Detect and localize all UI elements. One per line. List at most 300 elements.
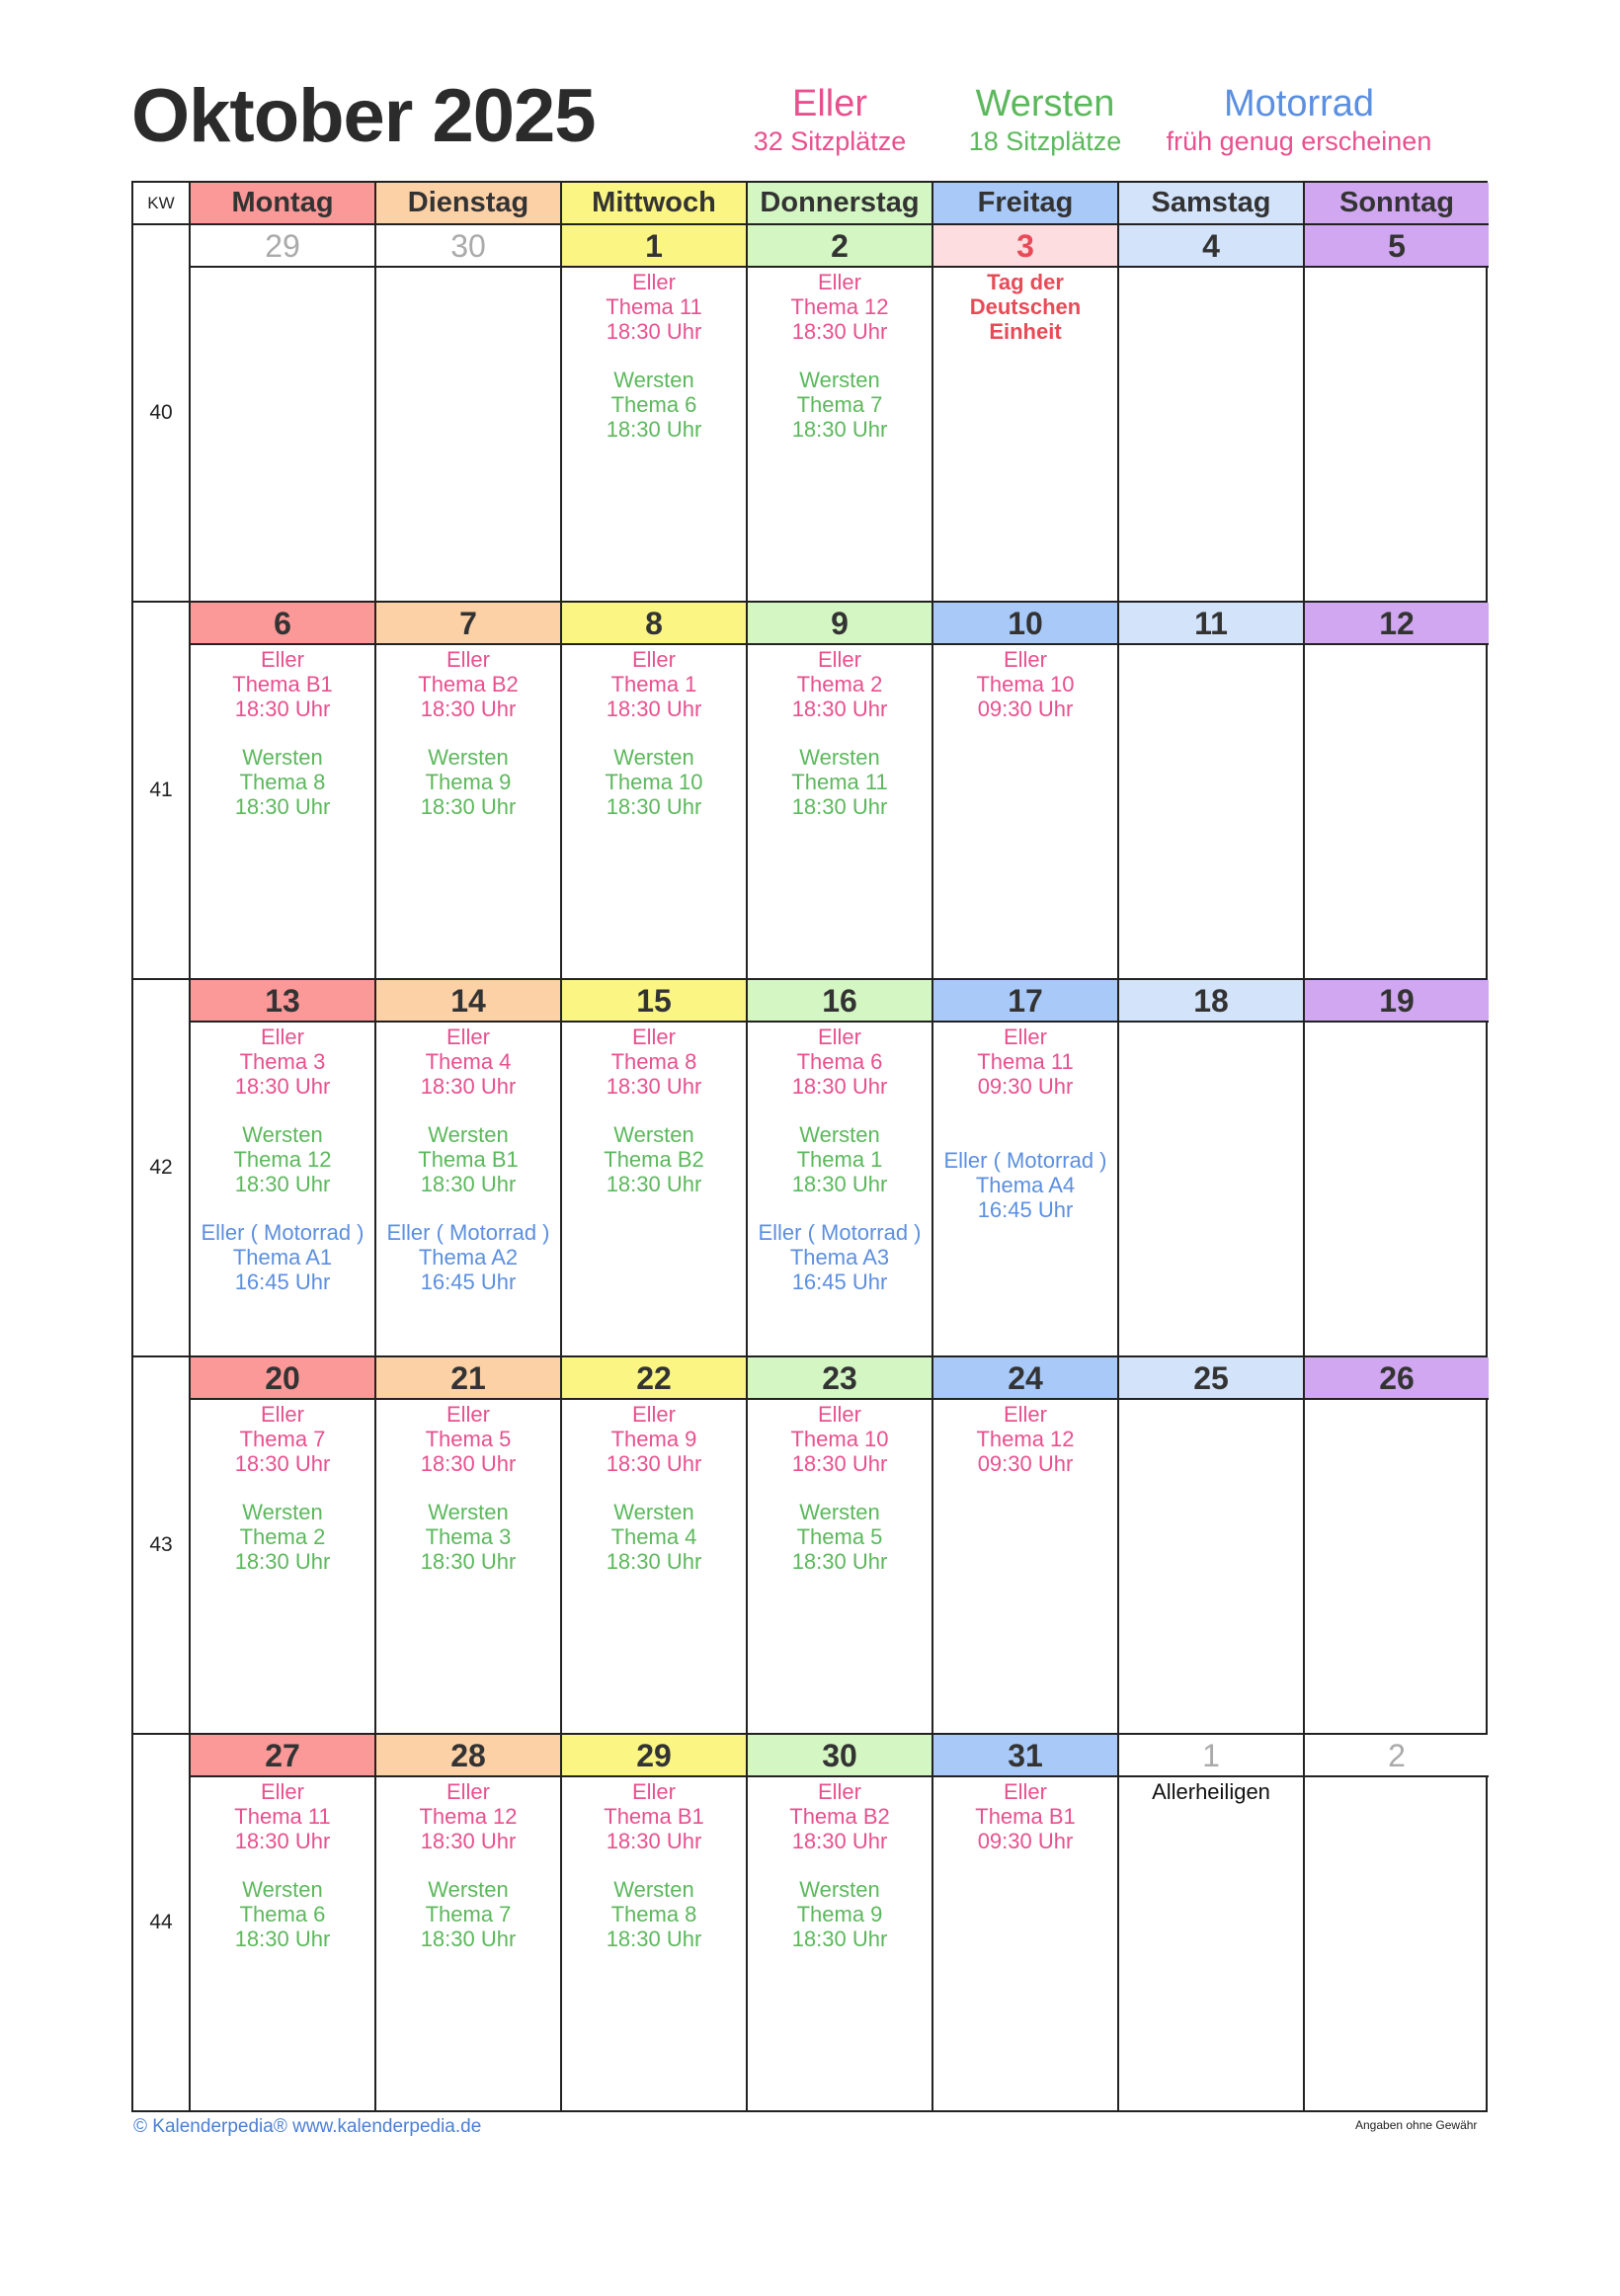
day-cell[interactable]	[1305, 1735, 1489, 2110]
day-cell[interactable]	[191, 1735, 376, 2110]
event-eller	[933, 1025, 1117, 1099]
event-line: Eller	[631, 1779, 676, 1804]
event-line: Thema 12	[976, 1427, 1075, 1451]
day-number: 16	[748, 980, 932, 1023]
event-line: Eller	[631, 647, 676, 672]
event-line: Thema 1	[610, 672, 697, 697]
event-line: Wersten	[613, 368, 694, 392]
day-cell[interactable]	[1119, 225, 1305, 601]
event-line: 16:45 Uhr	[791, 1270, 888, 1294]
event-line: Wersten	[242, 745, 323, 770]
event-eller	[933, 1779, 1117, 1853]
day-cell[interactable]	[1119, 603, 1305, 978]
week-number: 43	[133, 1357, 191, 1733]
event-line: Thema B2	[418, 672, 519, 697]
event-line: 18:30 Uhr	[420, 1829, 517, 1853]
day-cell[interactable]	[933, 1357, 1119, 1733]
event-line: Wersten	[242, 1877, 323, 1902]
event-eller	[376, 1779, 560, 1853]
day-cell[interactable]	[191, 603, 376, 978]
event-line: 16:45 Uhr	[977, 1197, 1074, 1222]
event-line: Wersten	[799, 368, 880, 392]
event-line: Wersten	[799, 1877, 880, 1902]
event-line: Thema B2	[789, 1804, 890, 1829]
event-line: Eller ( Motorrad )	[943, 1148, 1107, 1173]
day-cell[interactable]	[1305, 225, 1489, 601]
day-number: 2	[748, 225, 932, 268]
event-line: 18:30 Uhr	[420, 794, 517, 819]
event-line: 18:30 Uhr	[234, 794, 331, 819]
event-line: 18:30 Uhr	[234, 1829, 331, 1853]
day-entries	[1119, 268, 1303, 270]
event-wersten	[191, 745, 374, 819]
event-line: Wersten	[613, 1877, 694, 1902]
day-cell[interactable]	[562, 603, 748, 978]
day-number: 14	[376, 980, 560, 1023]
day-entries	[933, 645, 1117, 721]
day-entries	[748, 268, 932, 442]
event-line: 18:30 Uhr	[420, 1927, 517, 1951]
legend-wersten-name: Wersten	[975, 83, 1115, 124]
event-line: Wersten	[613, 745, 694, 770]
day-cell[interactable]	[562, 1357, 748, 1733]
day-number: 17	[933, 980, 1117, 1023]
weekday-header: Freitag	[933, 183, 1119, 225]
event-line: 18:30 Uhr	[606, 1074, 702, 1099]
day-cell[interactable]	[376, 225, 562, 601]
day-number: 25	[1119, 1357, 1303, 1400]
legend-motorrad-note: früh genug erscheinen	[1166, 125, 1432, 156]
day-entries	[1119, 645, 1303, 647]
event-wersten	[748, 1877, 932, 1951]
event-eller	[748, 1025, 932, 1099]
day-number: 6	[191, 603, 374, 645]
event-line: Eller	[631, 270, 676, 294]
event-line: 18:30 Uhr	[234, 697, 331, 721]
day-entries	[376, 268, 560, 270]
event-eller	[376, 1402, 560, 1476]
event-line: 18:30 Uhr	[606, 1451, 702, 1476]
event-line: Eller	[1003, 1779, 1047, 1804]
event-line: Thema A1	[232, 1245, 333, 1270]
event-motorrad	[191, 1220, 374, 1294]
day-number: 4	[1119, 225, 1303, 268]
event-line: Thema 7	[239, 1427, 326, 1451]
event-wersten	[562, 368, 746, 442]
event-line: Thema A3	[789, 1245, 890, 1270]
day-number: 2	[1305, 1735, 1489, 1777]
day-entries	[191, 1400, 374, 1574]
day-cell[interactable]	[933, 980, 1119, 1355]
weekday-header: Dienstag	[376, 183, 562, 225]
day-number: 7	[376, 603, 560, 645]
event-line: Eller	[1003, 647, 1047, 672]
day-entries	[191, 1023, 374, 1294]
event-line: 18:30 Uhr	[606, 319, 702, 344]
event-line: 18:30 Uhr	[234, 1927, 331, 1951]
day-cell[interactable]	[1305, 1357, 1489, 1733]
week-number: 41	[133, 603, 191, 978]
event-line: 18:30 Uhr	[420, 1549, 517, 1574]
event-line: 18:30 Uhr	[606, 1172, 702, 1196]
event-wersten	[562, 745, 746, 819]
event-line: Thema 1	[796, 1147, 883, 1172]
week-row	[133, 603, 1486, 980]
event-eller	[191, 1402, 374, 1476]
day-cell[interactable]	[376, 980, 562, 1355]
event-motorrad	[933, 1148, 1117, 1222]
event-line: 18:30 Uhr	[606, 1927, 702, 1951]
day-cell[interactable]	[191, 980, 376, 1355]
event-line: 18:30 Uhr	[606, 417, 702, 442]
day-entries	[376, 1023, 560, 1294]
event-wersten	[376, 1877, 560, 1951]
event-line: Eller	[817, 1779, 861, 1804]
event-line: Wersten	[428, 1122, 509, 1147]
week-number: 44	[133, 1735, 191, 2110]
day-entries	[1305, 645, 1489, 647]
event-line: Thema 7	[796, 392, 883, 417]
calendar-grid	[131, 181, 1488, 2112]
day-cell[interactable]	[933, 225, 1119, 601]
event-line: Eller	[260, 647, 304, 672]
event-wersten	[376, 1122, 560, 1196]
event-line: Thema 3	[425, 1524, 512, 1549]
event-line: 18:30 Uhr	[606, 1549, 702, 1574]
event-eller	[748, 270, 932, 344]
event-line: Thema 11	[234, 1804, 331, 1829]
day-number: 20	[191, 1357, 374, 1400]
day-number: 24	[933, 1357, 1117, 1400]
event-line: Eller	[817, 1025, 861, 1049]
day-number: 31	[933, 1735, 1117, 1777]
event-line: Tag der	[987, 270, 1064, 294]
event-eller	[748, 1402, 932, 1476]
event-wersten	[562, 1122, 746, 1196]
event-eller	[191, 1025, 374, 1099]
day-entries	[191, 268, 374, 270]
event-line: Wersten	[613, 1122, 694, 1147]
event-eller	[933, 1402, 1117, 1476]
event-line: Eller ( Motorrad )	[758, 1220, 922, 1245]
event-wersten	[376, 745, 560, 819]
week-number: 40	[133, 225, 191, 601]
event-wersten	[562, 1500, 746, 1574]
event-wersten	[748, 745, 932, 819]
day-number: 21	[376, 1357, 560, 1400]
day-number: 11	[1119, 603, 1303, 645]
event-line: Allerheiligen	[1152, 1779, 1270, 1804]
event-line: 18:30 Uhr	[791, 1172, 888, 1196]
day-number: 13	[191, 980, 374, 1023]
week-number: 42	[133, 980, 191, 1355]
day-number: 8	[562, 603, 746, 645]
event-eller	[562, 1025, 746, 1099]
day-number: 22	[562, 1357, 746, 1400]
day-entries	[1305, 1400, 1489, 1402]
day-number: 30	[376, 225, 560, 268]
footer-copyright: © Kalenderpedia® www.kalenderpedia.de	[133, 2116, 482, 2137]
event-line: Thema 3	[239, 1049, 326, 1074]
legend-motorrad	[1146, 83, 1452, 157]
event-wersten	[562, 1877, 746, 1951]
day-entries	[562, 1777, 746, 1951]
event-line: Eller ( Motorrad )	[386, 1220, 550, 1245]
event-line: Thema 8	[239, 770, 326, 794]
legend-wersten	[946, 83, 1144, 157]
event-line: Thema 12	[419, 1804, 518, 1829]
week-row	[133, 225, 1486, 603]
event-line: Thema 10	[790, 1427, 889, 1451]
event-eller	[562, 1402, 746, 1476]
day-entries	[191, 1777, 374, 1951]
event-motorrad	[376, 1220, 560, 1294]
event-line: Thema B1	[975, 1804, 1076, 1829]
day-number: 5	[1305, 225, 1489, 268]
day-number: 1	[1119, 1735, 1303, 1777]
event-line: 18:30 Uhr	[234, 1172, 331, 1196]
event-eller	[748, 647, 932, 721]
event-wersten	[191, 1122, 374, 1196]
day-cell[interactable]	[376, 603, 562, 978]
event-wersten	[376, 1500, 560, 1574]
day-cell[interactable]	[1119, 1357, 1305, 1733]
day-entries	[1119, 1023, 1303, 1025]
event-line: 09:30 Uhr	[977, 1074, 1074, 1099]
event-line: Thema 11	[791, 770, 888, 794]
event-line: 18:30 Uhr	[791, 1927, 888, 1951]
event-wersten	[191, 1500, 374, 1574]
event-line: Wersten	[428, 1877, 509, 1902]
day-number: 15	[562, 980, 746, 1023]
event-line: Eller	[631, 1025, 676, 1049]
event-line: 18:30 Uhr	[234, 1074, 331, 1099]
event-eller	[748, 1779, 932, 1853]
day-cell[interactable]	[748, 225, 933, 601]
event-wersten	[748, 1122, 932, 1196]
event-line: Thema 10	[605, 770, 703, 794]
day-entries	[1305, 268, 1489, 270]
holiday-label	[933, 270, 1117, 344]
day-entries	[376, 1400, 560, 1574]
day-number: 10	[933, 603, 1117, 645]
event-line: Eller	[817, 270, 861, 294]
day-entries	[562, 1023, 746, 1196]
day-entries	[376, 645, 560, 819]
event-line: Thema B1	[418, 1147, 519, 1172]
event-line: Thema 2	[796, 672, 883, 697]
event-motorrad	[748, 1220, 932, 1294]
event-eller	[191, 647, 374, 721]
week-row	[133, 1735, 1486, 2110]
event-line: 18:30 Uhr	[234, 1549, 331, 1574]
event-line: Eller	[260, 1025, 304, 1049]
legend-eller-seats: 32 Sitzplätze	[753, 125, 907, 156]
event-line: 18:30 Uhr	[420, 1074, 517, 1099]
event-line: Deutschen	[969, 294, 1082, 319]
page-title: Oktober 2025	[131, 74, 596, 158]
week-row	[133, 980, 1486, 1357]
footer-disclaimer: Angaben ohne Gewähr	[1355, 2118, 1478, 2132]
day-entries	[748, 645, 932, 819]
day-cell[interactable]	[376, 1735, 562, 2110]
day-entries	[191, 645, 374, 819]
day-number: 18	[1119, 980, 1303, 1023]
event-line: Thema 11	[606, 294, 702, 319]
week-row	[133, 1357, 1486, 1735]
event-line: Wersten	[613, 1500, 694, 1524]
event-line: 18:30 Uhr	[791, 319, 888, 344]
weekday-header: Mittwoch	[562, 183, 748, 225]
day-number: 9	[748, 603, 932, 645]
event-line: 18:30 Uhr	[791, 1549, 888, 1574]
event-eller	[562, 647, 746, 721]
event-line: Wersten	[428, 1500, 509, 1524]
day-entries	[1119, 1400, 1303, 1402]
day-cell[interactable]	[748, 1735, 933, 2110]
day-entries	[1305, 1023, 1489, 1025]
event-line: 18:30 Uhr	[791, 1074, 888, 1099]
event-line: Thema B1	[604, 1804, 704, 1829]
day-entries	[748, 1777, 932, 1951]
day-cell[interactable]	[933, 603, 1119, 978]
event-line: Thema 4	[610, 1524, 697, 1549]
event-line: Thema A4	[975, 1173, 1076, 1197]
event-wersten	[748, 1500, 932, 1574]
event-line: Eller	[260, 1779, 304, 1804]
event-line: 18:30 Uhr	[791, 794, 888, 819]
event-line: 18:30 Uhr	[791, 1829, 888, 1853]
day-cell[interactable]	[562, 980, 748, 1355]
event-line: Wersten	[428, 745, 509, 770]
day-cell[interactable]	[748, 603, 933, 978]
event-line: Eller	[817, 647, 861, 672]
event-eller	[562, 1779, 746, 1853]
holiday-label	[1119, 1779, 1303, 1804]
event-line: Thema 8	[610, 1049, 697, 1074]
event-line: 09:30 Uhr	[977, 697, 1074, 721]
weekday-header: Sonntag	[1305, 183, 1489, 225]
event-line: Thema B1	[232, 672, 333, 697]
event-line: Eller	[1003, 1402, 1047, 1427]
event-line: Thema 12	[233, 1147, 332, 1172]
event-line: Eller	[1003, 1025, 1047, 1049]
legend-wersten-seats: 18 Sitzplätze	[968, 125, 1122, 156]
day-number: 23	[748, 1357, 932, 1400]
event-line: Eller	[446, 647, 490, 672]
event-line: Thema 9	[796, 1902, 883, 1927]
day-entries	[376, 1777, 560, 1951]
event-line: 09:30 Uhr	[977, 1829, 1074, 1853]
legend-eller-name: Eller	[791, 83, 868, 124]
kw-header: KW	[133, 183, 191, 225]
event-line: 18:30 Uhr	[606, 1829, 702, 1853]
event-wersten	[748, 368, 932, 442]
day-entries	[933, 1400, 1117, 1476]
event-line: Thema 6	[796, 1049, 883, 1074]
day-cell[interactable]	[562, 1735, 748, 2110]
event-line: Thema 10	[976, 672, 1075, 697]
event-eller	[191, 1779, 374, 1853]
day-cell[interactable]	[1305, 603, 1489, 978]
event-line: 18:30 Uhr	[791, 1451, 888, 1476]
day-number: 12	[1305, 603, 1489, 645]
day-entries	[562, 645, 746, 819]
event-line: Thema 6	[239, 1902, 326, 1927]
event-line: 16:45 Uhr	[234, 1270, 331, 1294]
day-cell[interactable]	[748, 1357, 933, 1733]
event-line: Thema 2	[239, 1524, 326, 1549]
day-cell[interactable]	[562, 225, 748, 601]
day-entries	[933, 1777, 1117, 1853]
event-line: Wersten	[242, 1500, 323, 1524]
event-line: Thema 11	[977, 1049, 1074, 1074]
day-cell[interactable]	[1305, 980, 1489, 1355]
day-cell[interactable]	[376, 1357, 562, 1733]
legend-motorrad-name: Motorrad	[1223, 83, 1375, 124]
event-line: 18:30 Uhr	[420, 1451, 517, 1476]
event-line: Einheit	[989, 319, 1062, 344]
weekday-header: Donnerstag	[748, 183, 933, 225]
day-number: 26	[1305, 1357, 1489, 1400]
day-entries	[1305, 1777, 1489, 1779]
day-cell[interactable]	[1119, 980, 1305, 1355]
event-line: Thema 4	[425, 1049, 512, 1074]
event-line: Eller ( Motorrad )	[201, 1220, 364, 1245]
day-entries	[933, 1023, 1117, 1222]
day-cell[interactable]	[748, 980, 933, 1355]
day-number: 28	[376, 1735, 560, 1777]
event-line: Eller	[446, 1779, 490, 1804]
event-line: Wersten	[799, 1500, 880, 1524]
day-cell[interactable]	[933, 1735, 1119, 2110]
event-line: Eller	[446, 1025, 490, 1049]
day-number: 1	[562, 225, 746, 268]
event-line: 18:30 Uhr	[420, 697, 517, 721]
day-number: 29	[191, 225, 374, 268]
day-cell[interactable]	[191, 1357, 376, 1733]
event-line: Thema 5	[796, 1524, 883, 1549]
event-line: Thema 5	[425, 1427, 512, 1451]
day-entries	[1119, 1777, 1303, 1804]
day-number: 19	[1305, 980, 1489, 1023]
event-line: Thema B2	[604, 1147, 704, 1172]
event-line: Wersten	[799, 1122, 880, 1147]
event-wersten	[191, 1877, 374, 1951]
event-line: 16:45 Uhr	[420, 1270, 517, 1294]
event-line: 18:30 Uhr	[606, 794, 702, 819]
event-line: 09:30 Uhr	[977, 1451, 1074, 1476]
event-line: Wersten	[799, 745, 880, 770]
event-line: Thema 8	[610, 1902, 697, 1927]
day-cell[interactable]	[191, 225, 376, 601]
event-line: Eller	[631, 1402, 676, 1427]
event-eller	[562, 270, 746, 344]
event-eller	[933, 647, 1117, 721]
event-line: 18:30 Uhr	[791, 697, 888, 721]
event-line: Thema A2	[418, 1245, 519, 1270]
event-line: Eller	[260, 1402, 304, 1427]
day-number: 29	[562, 1735, 746, 1777]
day-cell[interactable]	[1119, 1735, 1305, 2110]
event-line: 18:30 Uhr	[791, 417, 888, 442]
event-line: Wersten	[242, 1122, 323, 1147]
weekday-header: Montag	[191, 183, 376, 225]
event-line: Eller	[446, 1402, 490, 1427]
weekday-header: Samstag	[1119, 183, 1305, 225]
event-line: Thema 9	[425, 770, 512, 794]
event-line: Thema 7	[425, 1902, 512, 1927]
